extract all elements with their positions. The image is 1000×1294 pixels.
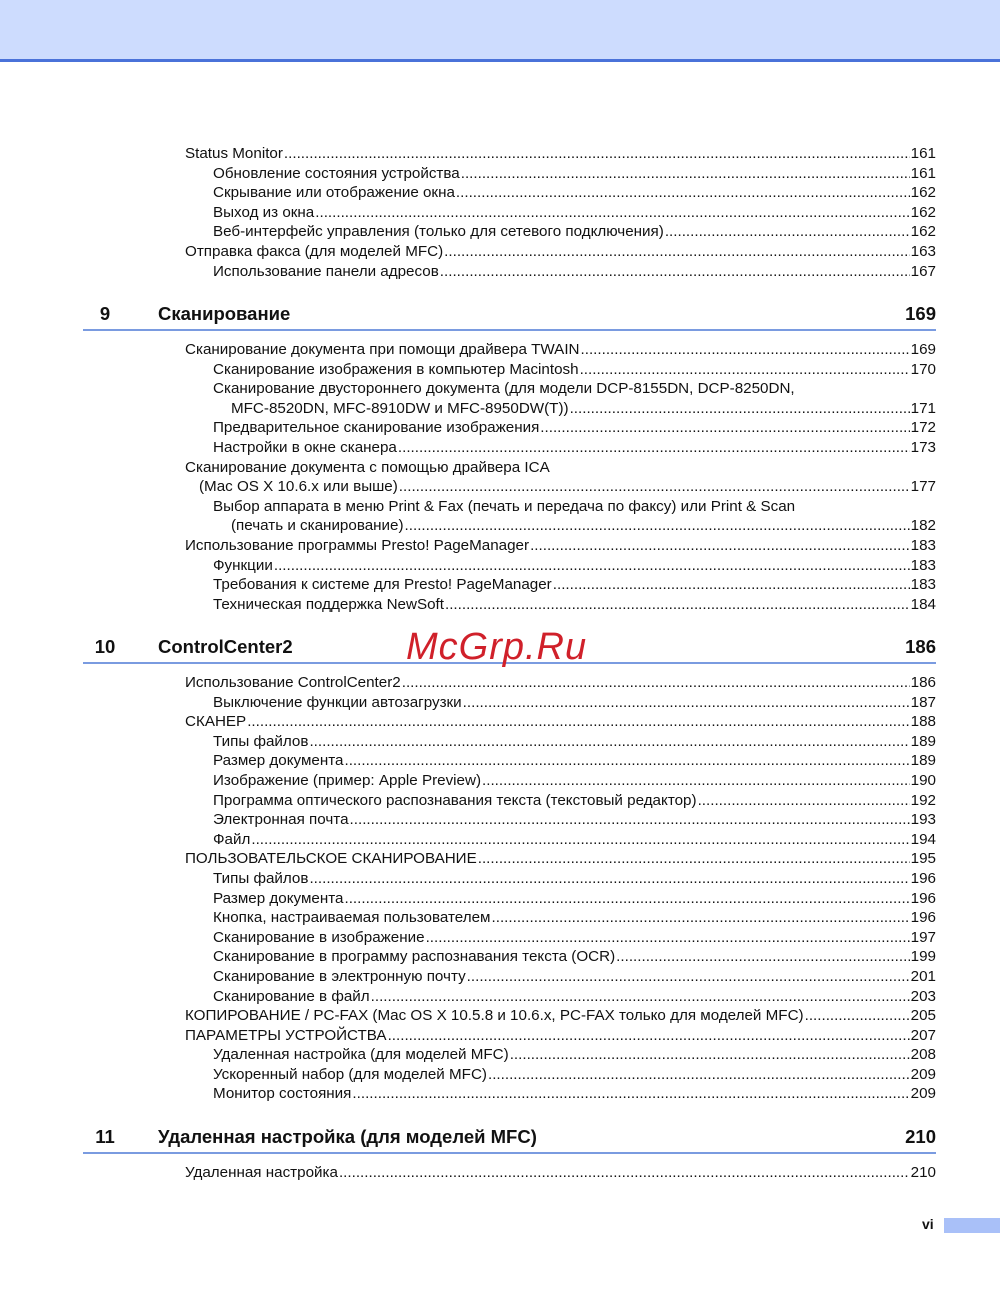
dot-leader [350, 810, 910, 830]
toc-entry-wrap-line[interactable] [0, 497, 1000, 517]
toc-entry[interactable] [0, 1026, 1000, 1046]
chapter-title: ControlCenter2 [158, 636, 293, 657]
dot-leader [665, 222, 910, 242]
toc-entry-page: 162 [910, 223, 936, 241]
chapter-number: 10 [94, 636, 116, 657]
toc-entry-text: Кнопка, настраиваемая пользователем [213, 909, 491, 927]
toc-entry-page: 189 [910, 732, 936, 750]
toc-entry-page: 199 [910, 948, 936, 966]
toc-entry[interactable] [0, 477, 1000, 497]
toc-entry[interactable] [0, 1163, 1000, 1183]
dot-leader [284, 144, 910, 164]
toc-entry[interactable] [0, 849, 1000, 869]
toc-entry-text: Выбор аппарата в меню Print & Fax (печать и передача по факсу) или Print & Scan [213, 497, 796, 515]
toc-entry-text: Сканирование в электронную почту [213, 967, 466, 985]
toc-entry-page: 194 [910, 830, 936, 848]
toc-block-remote-setup [0, 1163, 1000, 1183]
toc-entry[interactable] [0, 712, 1000, 732]
toc-entry-page: 210 [910, 1164, 936, 1181]
toc-entry[interactable] [0, 967, 1000, 987]
toc-entry[interactable] [0, 1084, 1000, 1104]
toc-entry-page: 205 [910, 1007, 936, 1025]
toc-entry[interactable] [0, 438, 1000, 458]
toc-entry-text: Электронная почта [213, 811, 349, 829]
toc-entry-wrap-line[interactable] [0, 379, 1000, 399]
chapter-heading-9[interactable] [83, 303, 936, 331]
toc-entry-text: Размер документа [213, 889, 344, 907]
toc-entry-page: 183 [910, 556, 936, 574]
toc-block-scanning [0, 340, 1000, 614]
toc-entry-page: 196 [910, 909, 936, 927]
toc-entry-text: MFC-8520DN, MFC-8910DW и MFC-8950DW(T)) [231, 399, 569, 417]
toc-entry[interactable] [0, 262, 1000, 282]
toc-entry-page: 209 [910, 1065, 936, 1083]
toc-entry-text: Сканирование двустороннего документа (для модели DCP-8155DN, DCP-8250DN, [213, 380, 795, 398]
toc-entry[interactable] [0, 242, 1000, 262]
dot-leader [309, 869, 909, 889]
toc-entry-text: Веб-интерфейс управления (только для сетевого подключения) [213, 223, 664, 241]
toc-entry-text: ПОЛЬЗОВАТЕЛЬСКОЕ СКАНИРОВАНИЕ [185, 850, 477, 868]
dot-leader [698, 791, 910, 811]
toc-entry[interactable] [0, 1006, 1000, 1026]
toc-entry-page: 184 [910, 595, 936, 613]
toc-block-controlcenter2 [0, 673, 1000, 1104]
toc-entry-page: 197 [910, 928, 936, 946]
toc-entry-text: Предварительное сканирование изображения [213, 419, 540, 437]
toc-entry[interactable] [0, 418, 1000, 438]
toc-entry[interactable] [0, 340, 1000, 360]
dot-leader [339, 1163, 910, 1183]
toc-entry-text: Удаленная настройка [185, 1164, 338, 1181]
chapter-page: 210 [905, 1126, 936, 1147]
toc-entry-page: 182 [910, 517, 936, 535]
toc-entry-page: 188 [910, 713, 936, 731]
toc-entry-text: Использование панели адресов [213, 262, 439, 280]
toc-entry-page: 162 [910, 184, 936, 202]
toc-entry-page: 177 [910, 478, 936, 496]
page-number: vi [922, 1216, 934, 1232]
toc-entry-page: 209 [910, 1085, 936, 1103]
toc-entry[interactable] [0, 1065, 1000, 1085]
dot-leader [530, 536, 910, 556]
toc-entry-page: 195 [910, 850, 936, 868]
page-header-band [0, 0, 1000, 62]
toc-entry-text: Программа оптического распознавания текста (текстовый редактор) [213, 791, 697, 809]
toc-entry[interactable] [0, 360, 1000, 380]
toc-entry-text: Типы файлов [213, 732, 309, 750]
toc-entry-page: 173 [910, 438, 936, 456]
dot-leader [399, 477, 910, 497]
toc-entry-text: Ускоренный набор (для моделей MFC) [213, 1065, 487, 1083]
toc-entry-page: 201 [910, 967, 936, 985]
toc-entry-text: Монитор состояния [213, 1085, 352, 1103]
toc-entry-text: Настройки в окне сканера [213, 438, 397, 456]
toc-entry-text: Функции [213, 556, 273, 574]
dot-leader [581, 340, 910, 360]
toc-entry-page: 172 [910, 419, 936, 437]
dot-leader [251, 830, 909, 850]
dot-leader [456, 183, 910, 203]
toc-entry-page: 186 [910, 674, 936, 691]
toc-entry[interactable] [0, 732, 1000, 752]
toc-entry-page: 208 [910, 1046, 936, 1064]
dot-leader [426, 928, 910, 948]
dot-leader [510, 1045, 910, 1065]
toc-entry[interactable] [0, 399, 1000, 419]
dot-leader [580, 360, 910, 380]
dot-leader [540, 418, 909, 438]
dot-leader [488, 1065, 910, 1085]
toc-entry-text: КОПИРОВАНИЕ / PC-FAX (Mac OS X 10.5.8 и 10.6.x, PC-FAX только для моделей MFC) [185, 1007, 804, 1025]
toc-entry-page: 183 [910, 576, 936, 594]
toc-entry-text: Удаленная настройка (для моделей MFC) [213, 1046, 509, 1064]
toc-entry-text: Типы файлов [213, 869, 309, 887]
toc-entry[interactable] [0, 908, 1000, 928]
chapter-title: Удаленная настройка (для моделей MFC) [158, 1126, 537, 1147]
toc-block-status-monitor [0, 144, 1000, 281]
toc-entry-page: 163 [910, 242, 936, 260]
toc-entry[interactable] [0, 947, 1000, 967]
toc-entry-page: 196 [910, 889, 936, 907]
dot-leader [405, 516, 910, 536]
watermark-logo: McGrp.Ru [406, 626, 588, 668]
dot-leader [492, 908, 910, 928]
toc-entry[interactable] [0, 536, 1000, 556]
toc-entry[interactable] [0, 183, 1000, 203]
toc-entry-page: 189 [910, 752, 936, 770]
dot-leader [247, 712, 909, 732]
toc-entry-text: (Mac OS X 10.6.x или выше) [199, 478, 398, 496]
toc-entry-text: Сканирование изображения в компьютер Macintosh [213, 360, 579, 378]
dot-leader [344, 889, 909, 909]
toc-entry[interactable] [0, 751, 1000, 771]
toc-entry[interactable] [0, 556, 1000, 576]
toc-entry-text: Status Monitor [185, 145, 283, 162]
toc-entry[interactable] [0, 987, 1000, 1007]
chapter-heading-11[interactable] [83, 1126, 936, 1154]
dot-leader [440, 262, 910, 282]
toc-entry[interactable] [0, 810, 1000, 830]
toc-entry[interactable] [0, 1045, 1000, 1065]
toc-entry[interactable] [0, 222, 1000, 242]
toc-entry-text: Размер документа [213, 752, 344, 770]
chapter-title: Сканирование [158, 303, 291, 324]
toc-entry[interactable] [0, 869, 1000, 889]
toc-entry-text: Требования к системе для Presto! PageManager [213, 576, 552, 594]
dot-leader [805, 1006, 910, 1026]
toc-entry-text: Сканирование документа с помощью драйвера ICA [185, 458, 550, 476]
toc-entry-text: Скрывание или отображение окна [213, 184, 455, 202]
dot-leader [553, 575, 910, 595]
toc-entry[interactable] [0, 595, 1000, 615]
toc-entry[interactable] [0, 164, 1000, 184]
dot-leader [315, 203, 909, 223]
toc-entry-text: Использование ControlCenter2 [185, 674, 401, 691]
toc-entry-text: Выключение функции автозагрузки [213, 693, 462, 711]
toc-entry-text: Выход из окна [213, 203, 315, 221]
toc-entry[interactable] [0, 830, 1000, 850]
toc-entry[interactable] [0, 771, 1000, 791]
toc-entry-page: 162 [910, 203, 936, 221]
dot-leader [352, 1084, 909, 1104]
toc-entry[interactable] [0, 928, 1000, 948]
toc-entry-page: 196 [910, 869, 936, 887]
dot-leader [478, 849, 910, 869]
toc-entry[interactable] [0, 791, 1000, 811]
dot-leader [461, 164, 910, 184]
toc-entry-text: СКАНЕР [185, 713, 247, 731]
toc-entry-wrap-line[interactable] [0, 458, 1000, 478]
toc-entry[interactable] [0, 516, 1000, 536]
toc-entry-page: 167 [910, 262, 936, 280]
toc-entry-text: Техническая поддержка NewSoft [213, 595, 444, 613]
toc-entry-text: Сканирование в файл [213, 987, 370, 1005]
toc-entry-page: 161 [910, 145, 936, 162]
dot-leader [388, 1026, 910, 1046]
dot-leader [402, 673, 910, 693]
toc-entry-page: 170 [910, 360, 936, 378]
dot-leader [445, 595, 910, 615]
dot-leader [467, 967, 910, 987]
toc-entry[interactable] [0, 575, 1000, 595]
dot-leader [463, 693, 910, 713]
toc-entry-page: 190 [910, 771, 936, 789]
toc-entry-text: Использование программы Presto! PageManager [185, 536, 530, 554]
dot-leader [344, 751, 909, 771]
toc-entry-text: ПАРАМЕТРЫ УСТРОЙСТВА [185, 1026, 387, 1044]
dot-leader [616, 947, 910, 967]
toc-entry[interactable] [0, 203, 1000, 223]
dot-leader [309, 732, 909, 752]
toc-entry-page: 203 [910, 987, 936, 1005]
dot-leader [371, 987, 910, 1007]
toc-entry-text: Сканирование в программу распознавания текста (OCR) [213, 948, 616, 966]
chapter-number: 11 [95, 1126, 115, 1147]
dot-leader [274, 556, 910, 576]
dot-leader [570, 399, 910, 419]
chapter-number: 9 [99, 303, 111, 324]
toc-entry-page: 187 [910, 693, 936, 711]
toc-entry-text: Отправка факса (для моделей MFC) [185, 242, 444, 260]
toc-entry-text: Изображение (пример: Apple Preview) [213, 771, 482, 789]
toc-entry-text: Сканирование документа при помощи драйвера TWAIN [185, 341, 580, 358]
dot-leader [398, 438, 910, 458]
footer-tab-bar [944, 1218, 1000, 1233]
chapter-page: 169 [905, 303, 936, 324]
toc-entry[interactable] [0, 144, 1000, 164]
toc-entry-page: 192 [910, 791, 936, 809]
toc-entry-page: 183 [910, 536, 936, 554]
toc-entry[interactable] [0, 889, 1000, 909]
chapter-page: 186 [905, 636, 936, 657]
toc-entry-page: 169 [910, 341, 936, 358]
toc-entry[interactable] [0, 673, 1000, 693]
toc-entry-page: 193 [910, 811, 936, 829]
toc-entry[interactable] [0, 693, 1000, 713]
dot-leader [482, 771, 910, 791]
toc-entry-page: 171 [910, 399, 936, 417]
toc-entry-text: Сканирование в изображение [213, 928, 425, 946]
toc-entry-page: 161 [910, 164, 936, 182]
toc-entry-text: (печать и сканирование) [231, 517, 404, 535]
toc-entry-page: 207 [910, 1026, 936, 1044]
toc-entry-text: Файл [213, 830, 251, 848]
dot-leader [444, 242, 909, 262]
toc-entry-text: Обновление состояния устройства [213, 164, 460, 182]
